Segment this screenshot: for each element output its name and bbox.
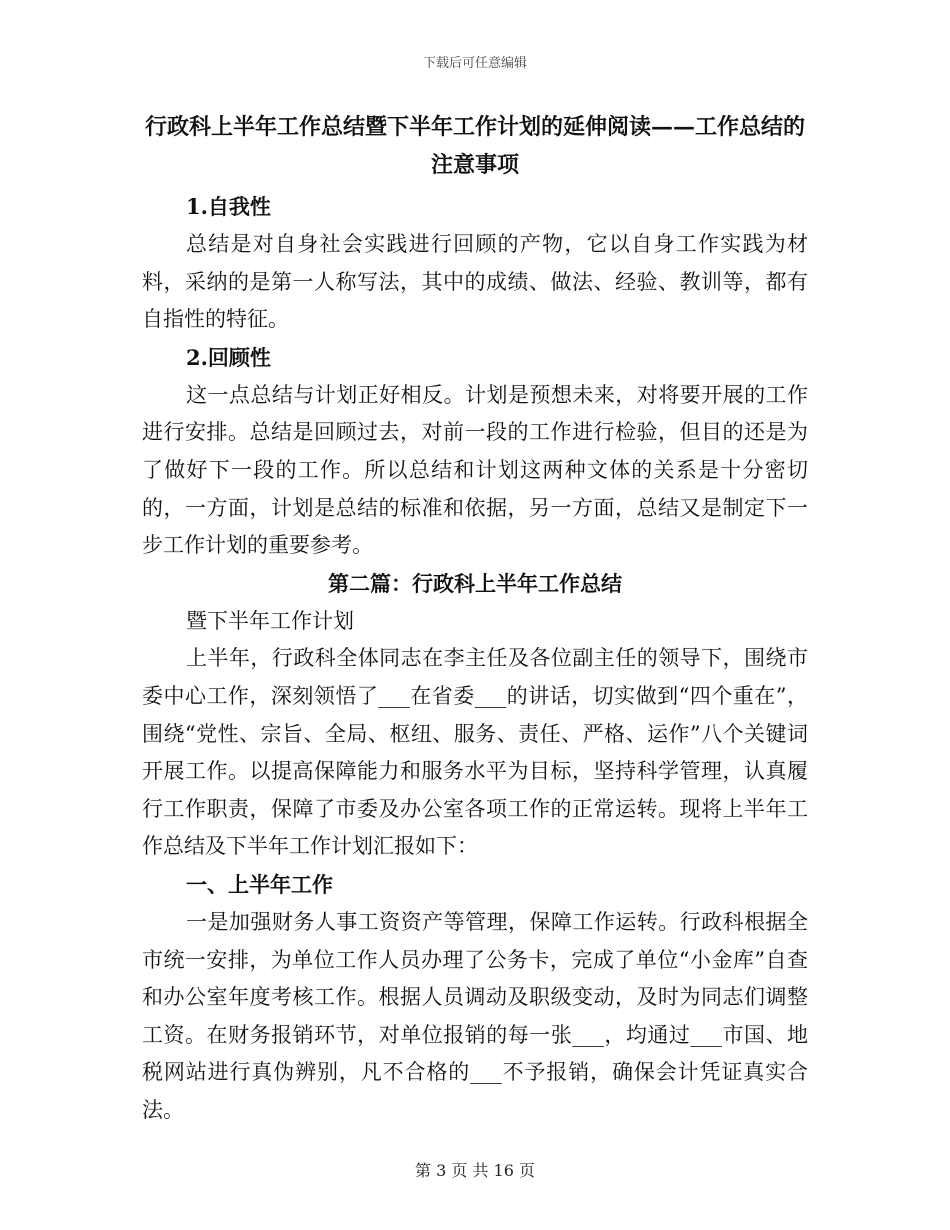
part-two-intro-paragraph: 上半年，行政科全体同志在李主任及各位副主任的领导下，围绕市委中心工作，深刻领悟了___在省委___的讲话，切实做到“四个重在”，围绕“党性、宗旨、全局、枢纽、服务、责任、严格、运作”八个关键词开展工作。以提高保障能力和服务水平为目标，坚持科学管理，认真履行工作职责，保障了市委及办公室各项工作的正常运转。现将上半年工作总结及下半年工作计划汇报如下：	[142, 646, 808, 859]
part-two-subtitle: 暨下半年工作计划	[186, 608, 354, 633]
part-two-section-paragraph: 一是加强财务人事工资资产等管理，保障工作运转。行政科根据全市统一安排，为单位工作人员办理了公务卡，完成了单位“小金库”自查和办公室年度考核工作。根据人员调动及职级变动，及时为同志们调整工资。在财务报销环节，对单位报销的每一张___，均通过___市国、地税网站进行真伪辨别，凡不合格的___不予报销，确保会计凭证真实合法。	[142, 909, 808, 1122]
part-two-heading: 第二篇：行政科上半年工作总结	[328, 570, 622, 596]
document-title: 行政科上半年工作总结暨下半年工作计划的延伸阅读——工作总结的注意事项	[144, 114, 805, 178]
section-paragraph-review: 这一点总结与计划正好相反。计划是预想未来，对将要开展的工作进行安排。总结是回顾过去，对前一段的工作进行检验，但目的还是为了做好下一段的工作。所以总结和计划这两种文体的关系是十分密切的，一方面，计划是总结的标准和依据，另一方面，总结又是制定下一步工作计划的重要参考。	[142, 382, 808, 558]
document-body	[142, 108, 808, 1129]
section-paragraph-self: 总结是对自身社会实践进行回顾的产物，它以自身工作实践为材料，采纳的是第一人称写法，其中的成绩、做法、经验、教训等，都有自指性的特征。	[142, 232, 808, 332]
section-heading-review: 2.回顾性	[186, 344, 271, 370]
page-number-footer: 第 3 页 共 16 页	[415, 1161, 535, 1180]
header-note: 下载后可任意编辑	[422, 56, 527, 71]
section-heading-self: 1.自我性	[186, 194, 271, 219]
part-two-section-heading: 一、上半年工作	[186, 871, 333, 897]
